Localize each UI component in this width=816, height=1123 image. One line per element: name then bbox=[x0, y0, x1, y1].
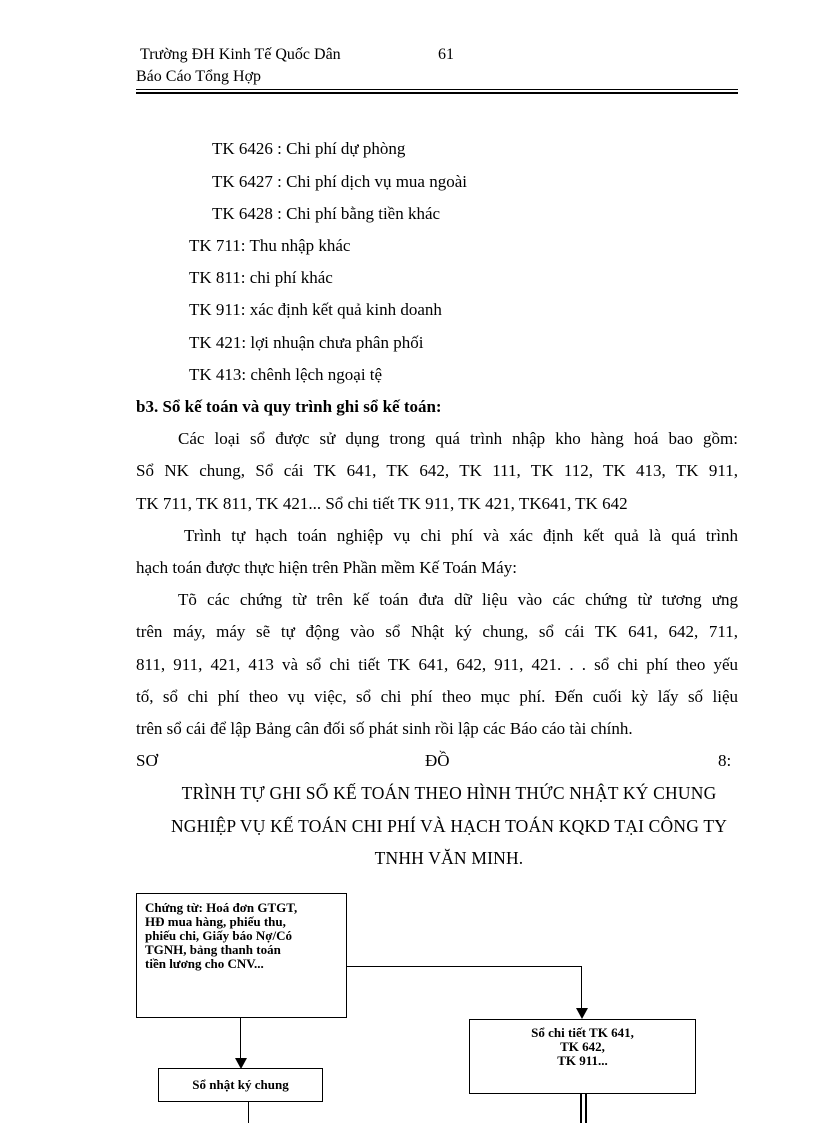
diagram-label-do: ĐỒ bbox=[425, 751, 450, 770]
page-number: 61 bbox=[438, 46, 454, 63]
account-6427: TK 6427 : Chi phí dịch vụ mua ngoài bbox=[212, 172, 467, 191]
section-heading: b3. Sổ kế toán và quy trình ghi sổ kế toán: bbox=[136, 397, 442, 416]
paragraph3-line1: Tõ các chứng từ trên kế toán đưa dữ liệu vào các chứng từ tương ưng bbox=[178, 590, 738, 609]
connector-horizontal bbox=[347, 966, 582, 967]
connector-below-journal bbox=[248, 1102, 249, 1123]
source-docs-line: tiền lương cho CNV... bbox=[145, 956, 264, 971]
account-413: TK 413: chênh lệch ngoại tệ bbox=[189, 365, 383, 384]
paragraph2-line2: hạch toán được thực hiện trên Phần mềm Kế Toán Máy: bbox=[136, 558, 517, 577]
header-school: Trường ĐH Kinh Tế Quốc Dân bbox=[140, 46, 341, 63]
source-docs-line: HĐ mua hàng, phiếu thu, bbox=[145, 914, 286, 929]
detail-ledger-line: TK 911... bbox=[557, 1053, 608, 1068]
detail-ledger-line: Sổ chi tiết TK 641, bbox=[531, 1025, 634, 1040]
connector-below-ledger-1 bbox=[580, 1094, 582, 1123]
paragraph3-line3: 811, 911, 421, 413 và sổ chi tiết TK 641, 642, 911, 421. . . sổ chi phí theo yếu bbox=[136, 655, 738, 674]
account-6426: TK 6426 : Chi phí dự phòng bbox=[212, 139, 406, 158]
detail-ledger-box bbox=[469, 1019, 696, 1094]
source-documents-box bbox=[136, 893, 347, 1018]
source-docs-line: TGNH, bảng thanh toán bbox=[145, 942, 281, 957]
account-911: TK 911: xác định kết quả kinh doanh bbox=[189, 300, 442, 319]
diagram-label-number: 8: bbox=[718, 751, 732, 770]
header-rule-top bbox=[136, 89, 738, 90]
header-report: Báo Cáo Tổng Hợp bbox=[136, 68, 262, 85]
account-421: TK 421: lợi nhuận chưa phân phối bbox=[189, 333, 424, 352]
diagram-title-line3: TNHH VĂN MINH. bbox=[374, 848, 524, 868]
source-docs-line: Chứng từ: Hoá đơn GTGT, bbox=[145, 900, 298, 915]
general-journal-box bbox=[158, 1068, 323, 1102]
connector-vertical-right bbox=[581, 966, 582, 1012]
detail-ledger-line: TK 642, bbox=[560, 1039, 605, 1054]
paragraph1-line2: Sổ NK chung, Sổ cái TK 641, TK 642, TK 111, TK 112, TK 413, TK 911, bbox=[136, 461, 738, 480]
paragraph1-line1: Các loại sổ được sử dụng trong quá trình nhập kho hàng hoá bao gồm: bbox=[178, 429, 738, 448]
connector-vertical-left bbox=[240, 1018, 241, 1062]
account-811: TK 811: chi phí khác bbox=[189, 268, 333, 287]
paragraph3-line5: trên sổ cái để lập Bảng cân đối số phát sinh rồi lập các Báo cáo tài chính. bbox=[136, 719, 633, 738]
diagram-title-line1: TRÌNH TỰ GHI SỔ KẾ TOÁN THEO HÌNH THỨC NHẬT KÝ CHUNG bbox=[181, 783, 717, 803]
connector-below-ledger-2 bbox=[585, 1094, 587, 1123]
diagram-label-so: SƠ bbox=[136, 751, 158, 770]
header-rule-bottom bbox=[136, 92, 738, 94]
paragraph3-line4: tố, sổ chi phí theo vụ việc, sổ chi phí theo mục phí. Đến cuối kỳ lấy số liệu bbox=[136, 687, 738, 706]
paragraph1-line3: TK 711, TK 811, TK 421... Sổ chi tiết TK 911, TK 421, TK641, TK 642 bbox=[136, 494, 628, 513]
source-docs-line: phiếu chi, Giấy báo Nợ/Có bbox=[145, 928, 292, 943]
paragraph3-line2: trên máy, máy sẽ tự động vào sổ Nhật ký chung, sổ cái TK 641, 642, 711, bbox=[136, 622, 738, 641]
paragraph2-line1: Trình tự hạch toán nghiệp vụ chi phí và xác định kết quả là quá trình bbox=[184, 526, 738, 545]
general-journal-label: Sổ nhật ký chung bbox=[192, 1077, 289, 1092]
account-6428: TK 6428 : Chi phí bằng tiền khác bbox=[212, 204, 441, 223]
account-711: TK 711: Thu nhập khác bbox=[189, 236, 351, 255]
diagram-title-line2: NGHIỆP VỤ KẾ TOÁN CHI PHÍ VÀ HẠCH TOÁN KQKD TẠI CÔNG TY bbox=[170, 816, 728, 836]
